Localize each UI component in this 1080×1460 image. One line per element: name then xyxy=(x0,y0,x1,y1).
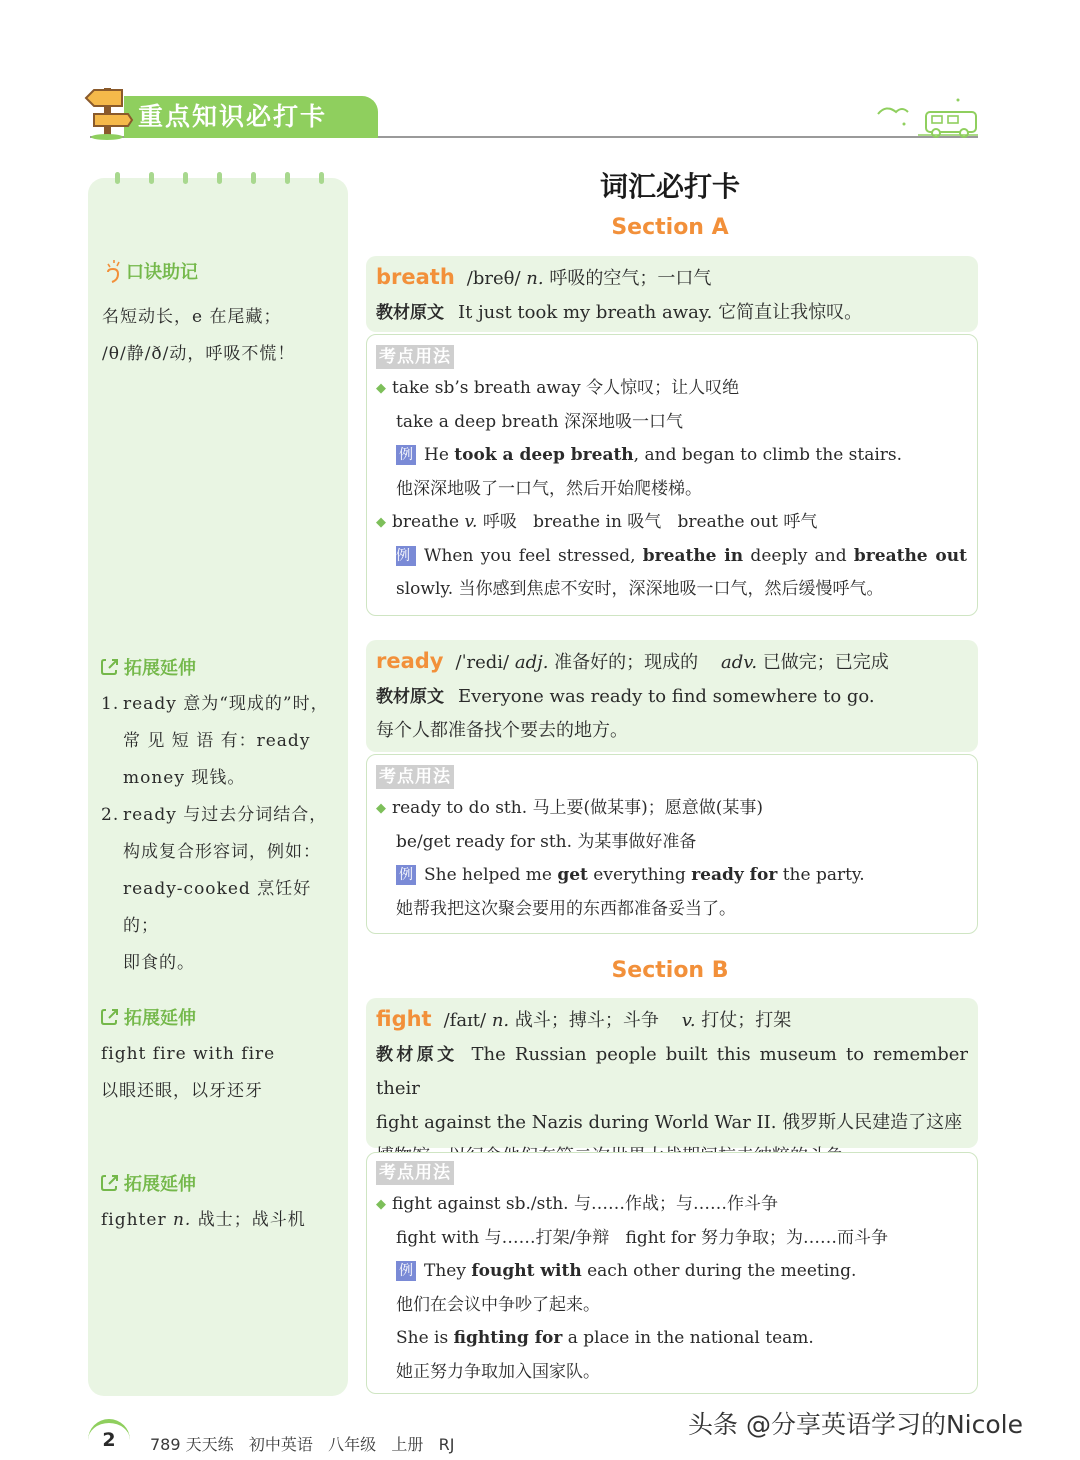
extension-heading xyxy=(100,1170,196,1196)
usage-line xyxy=(376,406,967,440)
meaning: 准备好的；现成的 xyxy=(554,652,699,673)
mnemonic-text xyxy=(102,299,342,373)
mnemonic-heading-text: 口诀助记 xyxy=(126,262,198,283)
headword-line xyxy=(376,644,968,680)
mnemonic-line: /θ/静/ð/动，呼吸不慌！ xyxy=(102,344,296,364)
part-of-speech: n. xyxy=(172,1210,192,1230)
binder-dot xyxy=(251,172,256,184)
extension-heading-text: 拓展延伸 xyxy=(124,1008,196,1029)
usage-line: be/get ready for sth. 为某事做好准备 xyxy=(396,831,697,852)
example-bold: fought with xyxy=(471,1261,582,1281)
usage-text: take a deep breath 深深地吸一口气 xyxy=(396,411,683,432)
meaning: 打仗；打架 xyxy=(701,1010,792,1031)
word-entry-fight xyxy=(366,998,978,1148)
lightbulb-icon xyxy=(104,258,122,284)
meaning: 战斗；搏斗；斗争 xyxy=(514,1010,659,1031)
part-of-speech: adj. xyxy=(514,652,549,673)
source-sentence: It just took my breath away. 它简直让我惊叹。 xyxy=(458,302,863,323)
extension-heading xyxy=(100,654,196,680)
item-line: 构成复合形容词，例如： xyxy=(123,842,321,862)
example-bold: breathe in xyxy=(642,545,744,566)
example-text: He xyxy=(424,445,455,465)
word-entry-breath xyxy=(366,256,978,332)
headword-line xyxy=(376,1002,968,1038)
extension-list xyxy=(101,686,341,982)
example-line xyxy=(376,1322,967,1356)
item-line: ready 与过去分词结合， xyxy=(123,805,328,825)
example-line xyxy=(376,439,967,473)
source-line xyxy=(376,1038,968,1106)
usage-text: 呼吸 breathe in 吸气 breathe out 呼气 xyxy=(477,512,818,532)
example-text: deeply and xyxy=(743,545,854,566)
headword: breath xyxy=(376,265,455,289)
usage-box-fight xyxy=(366,1152,978,1394)
usage-box-breath xyxy=(366,334,978,616)
example-bold: fighting for xyxy=(453,1328,563,1348)
example-translation: 他们在会议中争吵了起来。 xyxy=(396,1294,600,1315)
item-number: 1. xyxy=(101,694,120,714)
headword-line xyxy=(376,260,968,296)
binder-dot xyxy=(183,172,188,184)
binder-dot xyxy=(149,172,154,184)
example-mark-icon: 例 xyxy=(396,546,416,566)
example-text: They xyxy=(424,1261,472,1281)
mnemonic-heading xyxy=(104,258,198,284)
phonetic: /breθ/ xyxy=(466,268,521,289)
phonetic: /ˈredi/ xyxy=(455,652,510,673)
extend-icon xyxy=(100,657,120,677)
usage-text: ready to do sth. 马上要(做某事)；愿意做(某事) xyxy=(392,798,764,818)
section-banner: 重点知识必打卡 xyxy=(124,96,378,138)
camper-van-icon xyxy=(874,94,980,138)
example-text: everything xyxy=(587,865,692,885)
example-text: a place in the national team. xyxy=(562,1328,814,1348)
part-of-speech: v. xyxy=(681,1010,696,1031)
usage-tag: 考点用法 xyxy=(376,345,454,369)
usage-line xyxy=(376,1188,967,1222)
example-line xyxy=(376,540,967,574)
binder-dot xyxy=(319,172,324,184)
example-translation: 她帮我把这次聚会要用的东西都准备妥当了。 xyxy=(396,898,736,919)
part-of-speech: n. xyxy=(526,268,544,289)
source-label: 教材原文 xyxy=(376,303,444,323)
example-text: , and began to climb the stairs. xyxy=(633,445,903,465)
extend-icon xyxy=(100,1173,120,1193)
example-bold: get xyxy=(557,865,588,885)
usage-line xyxy=(376,792,967,826)
item-number: 2. xyxy=(101,805,120,825)
section-b-label: Section B xyxy=(611,958,729,983)
extension-text xyxy=(101,1036,341,1110)
usage-box-ready xyxy=(366,754,978,934)
part-of-speech: v. xyxy=(464,512,478,532)
example-mark-icon: 例 xyxy=(396,445,416,465)
source-translation: 每个人都准备找个要去的地方。 xyxy=(376,720,628,741)
source-label: 教材原文 xyxy=(376,687,444,707)
meaning: 呼吸的空气；一口气 xyxy=(549,268,712,289)
watermark: 头条 @分享英语学习的Nicole xyxy=(688,1410,1023,1439)
source-line xyxy=(376,296,968,330)
source-sentence: fight against the Nazis during World War II. 俄罗斯人民建造了这座 xyxy=(376,1112,963,1133)
usage-line: fight with 与……打架/争辩 fight for 努力争取；为……而斗争 xyxy=(396,1227,888,1248)
example-text: She is xyxy=(396,1328,454,1348)
headword: ready xyxy=(376,649,444,673)
example-mark-icon: 例 xyxy=(396,865,416,885)
example-text: the party. xyxy=(777,865,865,885)
diamond-bullet-icon: ◆ xyxy=(376,381,386,396)
usage-text: breathe xyxy=(392,512,465,532)
example-bold: ready for xyxy=(691,865,778,885)
extension-item xyxy=(101,797,341,982)
source-label: 教材原文 xyxy=(376,1045,458,1065)
example-text: each other during the meeting. xyxy=(581,1261,857,1281)
binder-dot xyxy=(217,172,222,184)
source-sentence: Everyone was ready to find somewhere to go. xyxy=(458,686,875,707)
item-line: 即食的。 xyxy=(123,953,195,973)
example-line xyxy=(376,1255,967,1289)
source-line xyxy=(376,680,968,714)
example-translation: 他深深地吸了一口气，然后开始爬楼梯。 xyxy=(396,478,702,499)
mnemonic-line: 名短动长，e 在尾藏； xyxy=(102,307,282,327)
diamond-bullet-icon: ◆ xyxy=(376,1197,386,1212)
footer-book-info: 789 天天练 初中英语 八年级 上册 RJ xyxy=(150,1435,455,1454)
usage-text: take sb’s breath away 令人惊叹；让人叹绝 xyxy=(392,378,740,398)
extend-icon xyxy=(100,1007,120,1027)
meaning: 已做完；已完成 xyxy=(762,652,889,673)
binder-dot xyxy=(285,172,290,184)
example-line xyxy=(376,859,967,893)
example-line: slowly. 当你感到焦虑不安时，深深地吸一口气，然后缓慢呼气。 xyxy=(396,579,884,599)
extension-heading xyxy=(100,1004,196,1030)
source-sentence: The Russian people built this museum to remember their xyxy=(376,1044,968,1099)
section-a-label: Section A xyxy=(611,215,729,240)
page-number: 2 xyxy=(88,1419,130,1455)
extension-heading-text: 拓展延伸 xyxy=(124,1174,196,1195)
part-of-speech: adv. xyxy=(721,652,758,673)
headword: fight xyxy=(376,1007,432,1031)
page-title: 词汇必打卡 xyxy=(599,170,740,203)
item-line: 常 见 短 语 有：ready xyxy=(123,731,311,751)
example-bold: breathe out xyxy=(853,545,967,566)
extension-word: fighter xyxy=(101,1210,173,1230)
extension-line: 以眼还眼，以牙还牙 xyxy=(101,1081,263,1101)
item-line: ready-cooked 烹饪好的； xyxy=(123,879,312,936)
usage-tag: 考点用法 xyxy=(376,765,454,789)
usage-tag: 考点用法 xyxy=(376,1161,454,1185)
example-translation: 她正努力争取加入国家队。 xyxy=(396,1361,600,1382)
usage-line xyxy=(376,372,967,406)
item-line: money 现钱。 xyxy=(123,768,246,788)
part-of-speech: n. xyxy=(491,1010,510,1031)
example-bold: took a deep breath xyxy=(454,445,634,465)
binder-dot xyxy=(115,172,120,184)
example-text: She helped me xyxy=(424,865,558,885)
signpost-icon xyxy=(82,80,134,140)
item-line: ready 意为“现成的”时， xyxy=(123,694,329,714)
example-mark-icon: 例 xyxy=(396,1261,416,1281)
extension-text xyxy=(101,1202,341,1239)
usage-line xyxy=(376,506,967,540)
word-entry-ready xyxy=(366,640,978,752)
diamond-bullet-icon: ◆ xyxy=(376,801,386,816)
extension-item xyxy=(101,686,341,797)
usage-text: fight against sb./sth. 与……作战；与……作斗争 xyxy=(392,1194,778,1214)
diamond-bullet-icon: ◆ xyxy=(376,515,386,530)
phonetic: /faɪt/ xyxy=(443,1010,487,1031)
extension-line: fight fire with fire xyxy=(101,1044,276,1064)
extension-heading-text: 拓展延伸 xyxy=(124,658,196,679)
extension-meaning: 战士；战斗机 xyxy=(191,1210,306,1230)
example-text: When you feel stressed, xyxy=(424,545,643,566)
